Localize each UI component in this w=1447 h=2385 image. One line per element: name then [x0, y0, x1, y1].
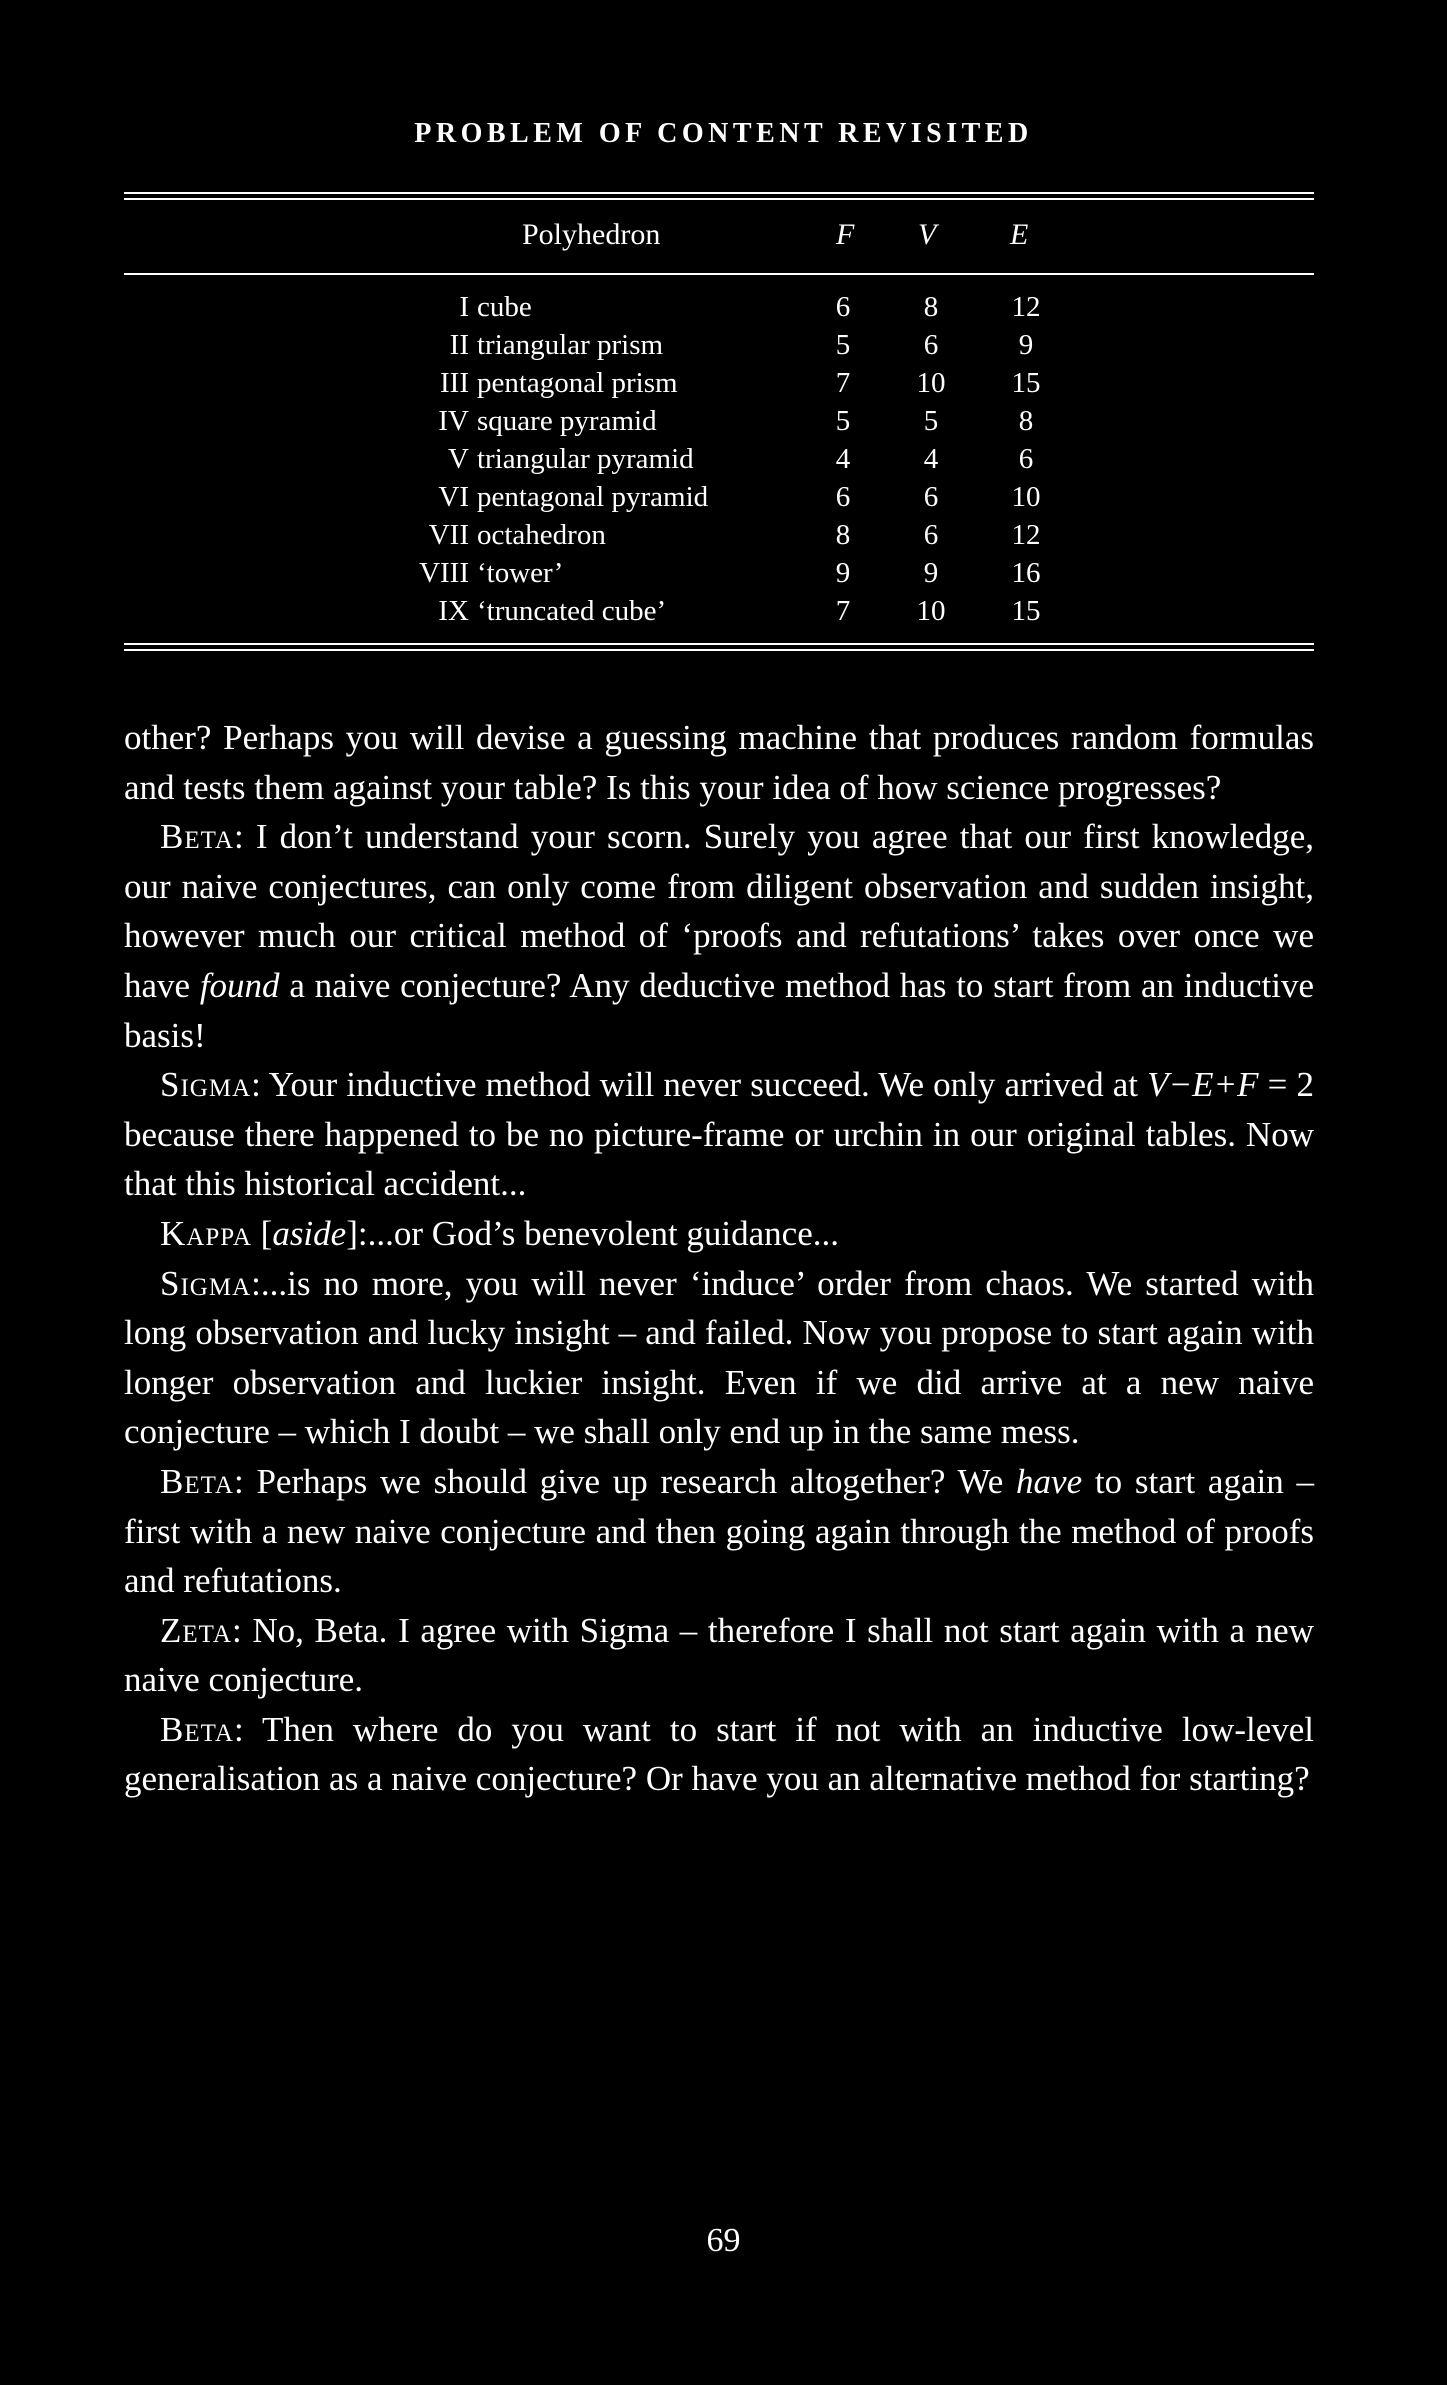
speaker-zeta: Zeta — [160, 1610, 232, 1650]
edges-value: 6 — [1018, 443, 1034, 475]
paragraph-beta-3 — [124, 1705, 1314, 1804]
table-header-rule — [124, 273, 1314, 275]
paragraph-sigma-1 — [124, 1060, 1314, 1209]
polyhedra-table — [0, 288, 1447, 630]
polyhedron-name: cube — [477, 291, 532, 323]
row-numeral: VII — [428, 519, 469, 551]
polyhedron-name: octahedron — [477, 519, 606, 551]
speaker-kappa: Kappa — [160, 1213, 252, 1253]
polyhedron-name: triangular pyramid — [477, 443, 694, 475]
emphasis-found: found — [199, 965, 280, 1005]
text-segment: Then where do you want to start if not with an inductive low-level generalisation as a naive conjecture? Or have you an alternative method for starting? — [124, 1709, 1314, 1799]
polyhedron-name: triangular prism — [477, 329, 664, 361]
faces-value: 5 — [835, 329, 851, 361]
bracket-close: ] — [346, 1213, 358, 1253]
table-row — [0, 554, 1447, 592]
speaker-colon: : — [233, 1461, 257, 1501]
edges-value: 9 — [1018, 329, 1034, 361]
edges-value: 10 — [1011, 481, 1041, 513]
speaker-colon: : — [251, 1065, 269, 1105]
table-row — [0, 516, 1447, 554]
euler-formula: V−E+F — [1147, 1065, 1259, 1105]
faces-value: 7 — [835, 595, 851, 627]
running-head: PROBLEM OF CONTENT REVISITED — [414, 118, 1033, 149]
header-polyhedron: Polyhedron — [522, 218, 661, 251]
table-row — [0, 364, 1447, 402]
table-top-rule-1 — [124, 192, 1314, 194]
row-numeral: III — [440, 367, 469, 399]
row-numeral: VIII — [419, 557, 469, 589]
edges-value: 8 — [1018, 405, 1034, 437]
edges-value: 15 — [1011, 595, 1041, 627]
vertices-value: 6 — [923, 519, 939, 551]
text-segment: a naive conjecture? Any deductive method has to start from an inductive basis! — [124, 965, 1314, 1055]
table-bottom-rule-1 — [124, 643, 1314, 645]
faces-value: 8 — [835, 519, 851, 551]
paragraph-continuation: other? Perhaps you will devise a guessing machine that produces random formulas and tests them against your table? Is this your idea of how science progresses? — [124, 718, 1314, 807]
paragraph-beta-2 — [124, 1457, 1314, 1606]
text-segment: No, Beta. I agree with Sigma – therefore I shall not start again with a new naive conjecture. — [124, 1610, 1314, 1700]
emphasis-have: have — [1016, 1461, 1083, 1501]
table-top-rule-2 — [124, 198, 1314, 200]
speaker-colon: : — [233, 1709, 263, 1749]
polyhedron-name: square pyramid — [477, 405, 657, 437]
row-numeral: V — [448, 443, 469, 475]
faces-value: 7 — [835, 367, 851, 399]
faces-value: 6 — [835, 291, 851, 323]
faces-value: 6 — [835, 481, 851, 513]
text-segment: :...or God’s benevolent guidance... — [357, 1213, 839, 1253]
paragraph-sigma-2 — [124, 1259, 1314, 1457]
vertices-value: 9 — [923, 557, 939, 589]
polyhedron-name: pentagonal pyramid — [477, 481, 709, 513]
vertices-value: 10 — [916, 595, 946, 627]
speaker-sigma: Sigma — [160, 1263, 252, 1303]
faces-value: 4 — [835, 443, 851, 475]
edges-value: 12 — [1011, 519, 1041, 551]
table-row — [0, 478, 1447, 516]
speaker-sigma: Sigma — [160, 1065, 252, 1105]
text-segment: = 2 because there happened to be no picture-frame or urchin in our original tables. Now that this historical accident... — [124, 1065, 1314, 1204]
speaker-beta: Beta — [160, 817, 234, 857]
edges-value: 16 — [1011, 557, 1041, 589]
text-segment: Perhaps we should give up research altogether? We — [256, 1461, 1017, 1501]
speaker-colon: : — [233, 817, 256, 857]
polyhedron-name: pentagonal prism — [477, 367, 678, 399]
text-segment: Your inductive method will never succeed. We only arrived at — [268, 1065, 1148, 1105]
row-numeral: IV — [438, 405, 469, 437]
header-vertices: V — [918, 218, 937, 251]
row-numeral: I — [459, 291, 469, 323]
vertices-value: 5 — [923, 405, 939, 437]
table-row — [0, 288, 1447, 326]
polyhedron-name: ‘truncated cube’ — [477, 595, 667, 627]
faces-value: 9 — [835, 557, 851, 589]
vertices-value: 8 — [923, 291, 939, 323]
edges-value: 12 — [1011, 291, 1041, 323]
text-segment: to start again – first with a new naive conjecture and then going again through the method of proofs and refutations. — [124, 1461, 1314, 1601]
table-bottom-rule-2 — [124, 649, 1314, 651]
paragraph-zeta — [124, 1606, 1314, 1705]
paragraph-kappa — [124, 1209, 1314, 1259]
polyhedron-name: ‘tower’ — [477, 557, 564, 589]
faces-value: 5 — [835, 405, 851, 437]
table-header-row — [0, 218, 1447, 258]
table-row — [0, 592, 1447, 630]
paragraph-beta-1 — [124, 812, 1314, 1060]
vertices-value: 10 — [916, 367, 946, 399]
table-row — [0, 326, 1447, 364]
edges-value: 15 — [1011, 367, 1041, 399]
bracket-open: [ — [251, 1213, 273, 1253]
aside-note: aside — [272, 1213, 347, 1253]
row-numeral: II — [449, 329, 469, 361]
vertices-value: 4 — [923, 443, 939, 475]
speaker-colon: : — [231, 1610, 253, 1650]
text-segment: I don’t understand your scorn. Surely you agree that our first knowledge, our naive conjectures, can only come from diligent observation and sudden insight, however much our critical method of ‘proofs and refutations’ takes over once we have — [124, 817, 1314, 1005]
speaker-beta: Beta — [160, 1709, 234, 1749]
dialogue-text — [124, 713, 1314, 1804]
page-number: 69 — [706, 2222, 741, 2259]
speaker-beta: Beta — [160, 1461, 234, 1501]
header-edges: E — [1010, 218, 1029, 251]
row-numeral: VI — [438, 481, 469, 513]
vertices-value: 6 — [923, 481, 939, 513]
vertices-value: 6 — [923, 329, 939, 361]
row-numeral: IX — [438, 595, 469, 627]
table-row — [0, 440, 1447, 478]
table-row — [0, 402, 1447, 440]
header-faces: F — [836, 218, 855, 251]
text-segment: :...is no more, you will never ‘induce’ order from chaos. We started with long observation and lucky insight – and failed. Now you propose to start again with longer observation and luckier insight. Even if we did arrive at a new naive conjecture – which I doubt – we shall only end up in the same mess. — [124, 1263, 1314, 1452]
